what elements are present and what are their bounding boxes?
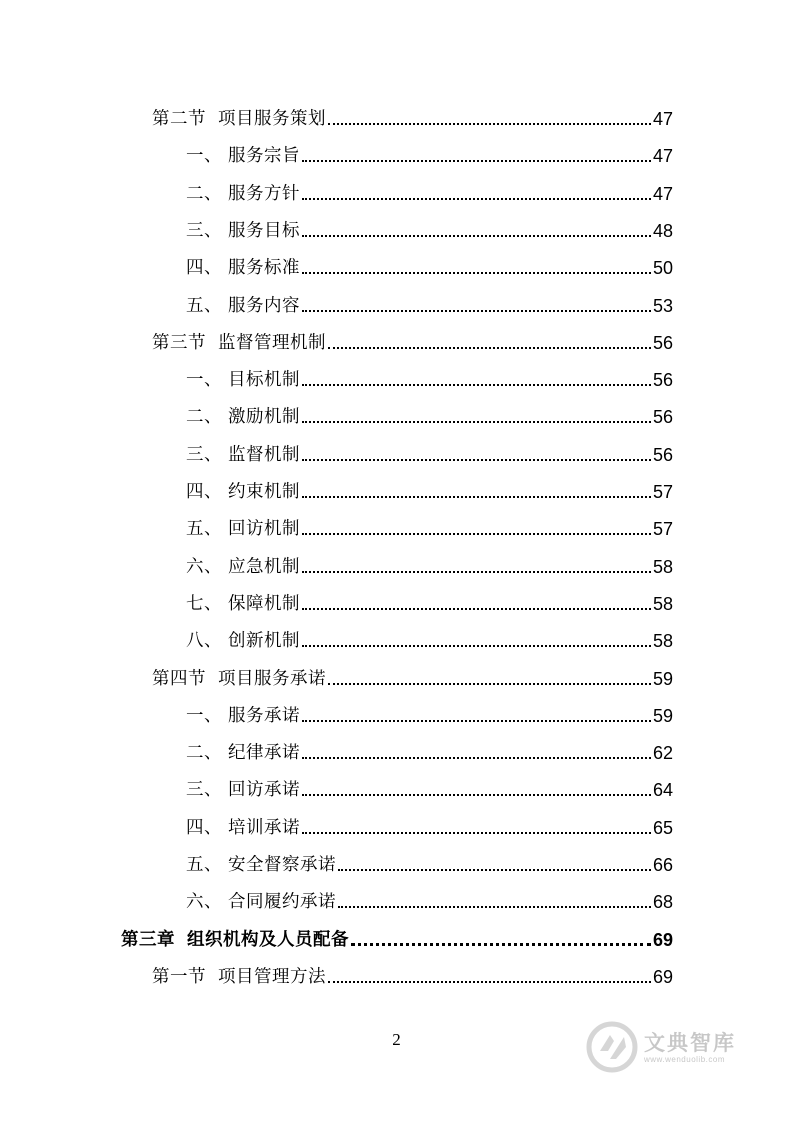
toc-entry-title: 项目管理方法 [218, 966, 326, 987]
toc-dot-leader [302, 496, 651, 498]
toc-entry-number: 五、 [186, 295, 222, 316]
toc-entry-title: 培训承诺 [228, 817, 300, 838]
toc-entry-label [186, 854, 336, 876]
toc-dot-leader [302, 459, 651, 461]
toc-entry-page: 57 [652, 519, 673, 540]
toc-dot-leader [302, 310, 651, 312]
toc-entry[interactable] [152, 958, 673, 988]
toc-entry-label [186, 593, 300, 615]
toc-entry-title: 服务方针 [228, 183, 300, 204]
toc-entry-title: 项目服务策划 [218, 109, 326, 129]
toc-entry-number: 五、 [186, 519, 222, 540]
toc-dot-leader [302, 645, 651, 647]
toc-entry-number: 八、 [186, 631, 222, 652]
toc-entry-title: 创新机制 [228, 631, 300, 652]
toc-entry-number: 一、 [186, 705, 222, 726]
toc-dot-leader [302, 421, 651, 423]
toc-entry-page: 47 [652, 146, 673, 167]
toc-entry-title: 服务内容 [228, 295, 300, 316]
toc-entry-label [186, 444, 300, 466]
toc-entry-label [186, 742, 300, 764]
toc-entry-title: 目标机制 [228, 370, 300, 391]
toc-entry-title: 监督机制 [228, 444, 300, 465]
toc-entry-page: 56 [652, 332, 673, 353]
toc-entry-title: 项目服务承诺 [218, 668, 326, 689]
toc-entry-title: 回访机制 [228, 519, 300, 540]
toc-entry-number: 第三章 [121, 929, 175, 950]
toc-entry[interactable] [186, 510, 673, 540]
toc-entry[interactable] [186, 436, 673, 466]
toc-entry-label [186, 295, 300, 317]
toc-entry-title: 服务宗旨 [228, 146, 300, 167]
toc-entry-label [121, 929, 349, 951]
toc-dot-leader [302, 832, 651, 834]
toc-entry-page: 58 [652, 631, 673, 652]
toc-dot-leader [302, 235, 651, 237]
toc-entry[interactable] [186, 697, 673, 727]
toc-entry-label [186, 406, 300, 428]
toc-entry[interactable] [186, 473, 673, 503]
watermark-url: www.wenduolib.com [644, 1054, 725, 1064]
toc-entry-label [186, 183, 300, 205]
toc-entry-title: 纪律承诺 [228, 743, 300, 764]
toc-entry-number: 四、 [186, 482, 222, 502]
toc-entry-label [186, 145, 300, 167]
toc-entry-page: 65 [652, 817, 673, 838]
watermark [586, 1017, 756, 1077]
toc-dot-leader [302, 571, 651, 573]
toc-entry-number: 一、 [186, 370, 222, 391]
watermark-name: 文典智库 [644, 1030, 736, 1055]
toc-entry-number: 二、 [186, 407, 222, 428]
toc-entry-label [186, 369, 300, 391]
toc-dot-leader [302, 384, 651, 386]
toc-entry-title: 安全督察承诺 [228, 855, 336, 875]
toc-entry-page: 69 [652, 966, 673, 987]
toc-dot-leader [338, 906, 651, 908]
toc-entry-number: 一、 [186, 146, 222, 167]
toc-entry-page: 48 [652, 220, 673, 241]
toc-entry-label [152, 668, 326, 690]
toc-entry[interactable] [186, 398, 673, 428]
toc-entry-number: 六、 [186, 556, 222, 577]
toc-dot-leader [302, 757, 651, 759]
toc-entry-title: 服务标准 [228, 258, 300, 279]
toc-dot-leader [302, 608, 651, 610]
toc-entry[interactable] [186, 734, 673, 764]
toc-entry[interactable] [152, 324, 673, 354]
toc-entry[interactable] [186, 809, 673, 839]
toc-entry-number: 二、 [186, 183, 222, 204]
toc-entry-page: 57 [652, 482, 673, 502]
toc-entry-page: 62 [652, 743, 673, 764]
toc-entry-page: 66 [652, 855, 673, 875]
toc-entry-title: 服务目标 [228, 220, 300, 241]
toc-entry[interactable] [186, 361, 673, 391]
toc-entry-page: 50 [652, 258, 673, 279]
toc-entry[interactable] [121, 921, 673, 951]
toc-entry-number: 第二节 [152, 109, 206, 129]
toc-entry-number: 四、 [186, 817, 222, 838]
toc-entry-number: 第四节 [152, 668, 206, 689]
toc-entry-label [186, 779, 300, 801]
toc-entry[interactable] [186, 883, 673, 913]
toc-dot-leader [302, 198, 651, 200]
toc-entry-number: 七、 [186, 593, 222, 614]
toc-entry[interactable] [186, 622, 673, 652]
toc-entry-label [186, 705, 300, 727]
toc-entry-label [152, 108, 326, 130]
toc-entry-label [186, 630, 300, 652]
toc-dot-leader [302, 533, 651, 535]
toc-entry[interactable] [186, 249, 673, 279]
toc-entry-label [152, 332, 326, 354]
toc-entry-page: 56 [652, 444, 673, 465]
toc-entry-page: 56 [652, 407, 673, 428]
toc-dot-leader [328, 981, 651, 983]
toc-entry-page: 56 [652, 370, 673, 391]
toc-entry-page: 47 [652, 109, 673, 129]
toc-entry-title: 服务承诺 [228, 705, 300, 726]
toc-entry-page: 58 [652, 556, 673, 577]
toc-entry-title: 回访承诺 [228, 780, 300, 801]
toc-dot-leader [328, 683, 651, 685]
toc-entry-page: 64 [652, 780, 673, 801]
toc-entry-page: 59 [652, 668, 673, 689]
toc-entry-label [186, 481, 300, 503]
toc-dot-leader [338, 869, 651, 871]
toc-entry-number: 三、 [186, 444, 222, 465]
toc-entry[interactable] [186, 137, 673, 167]
toc-entry[interactable] [152, 100, 673, 130]
toc-entry-number: 三、 [186, 220, 222, 241]
toc-dot-leader [328, 347, 651, 349]
toc-entry-label [186, 518, 300, 540]
toc-dot-leader [351, 943, 651, 946]
toc-dot-leader [328, 123, 651, 125]
page-number: 2 [392, 1030, 401, 1049]
toc-entry[interactable] [186, 175, 673, 205]
toc-entry-title: 合同履约承诺 [228, 892, 336, 913]
toc-entry-title: 激励机制 [228, 407, 300, 428]
toc-entry-title: 约束机制 [228, 482, 300, 502]
toc-entry[interactable] [186, 212, 673, 242]
toc-entry-number: 第一节 [152, 966, 206, 987]
toc-entry[interactable] [152, 660, 673, 690]
toc-entry-number: 五、 [186, 855, 222, 875]
toc-dot-leader [302, 720, 651, 722]
toc-entry-title: 应急机制 [228, 556, 300, 577]
toc-entry-page: 53 [652, 295, 673, 316]
toc-entry-label [186, 220, 300, 242]
toc-entry-title: 保障机制 [228, 593, 300, 614]
toc-entry[interactable] [186, 771, 673, 801]
toc-entry-label [186, 891, 336, 913]
toc-dot-leader [302, 272, 651, 274]
toc-dot-leader [302, 160, 651, 162]
toc-entry-label [186, 817, 300, 839]
toc-entry-title: 监督管理机制 [218, 332, 326, 353]
toc-entry-number: 六、 [186, 892, 222, 913]
toc-dot-leader [302, 794, 651, 796]
toc-entry-label [186, 257, 300, 279]
toc-entry-page: 69 [652, 929, 673, 950]
toc-entry-number: 二、 [186, 743, 222, 764]
wenku-logo-icon [586, 1021, 638, 1073]
toc-entry-label [186, 556, 300, 578]
toc-entry-page: 59 [652, 705, 673, 726]
toc-entry[interactable] [186, 846, 673, 876]
toc-entry-page: 47 [652, 183, 673, 204]
toc-entry-title: 组织机构及人员配备 [187, 929, 349, 950]
toc-entry[interactable] [186, 585, 673, 615]
toc-entry-number: 第三节 [152, 332, 206, 353]
toc-entry-page: 58 [652, 593, 673, 614]
toc-entry[interactable] [186, 548, 673, 578]
toc-entry-number: 四、 [186, 258, 222, 279]
toc-entry-label [152, 966, 326, 988]
toc-entry-page: 68 [652, 892, 673, 913]
toc-entry[interactable] [186, 287, 673, 317]
toc-entry-number: 三、 [186, 780, 222, 801]
